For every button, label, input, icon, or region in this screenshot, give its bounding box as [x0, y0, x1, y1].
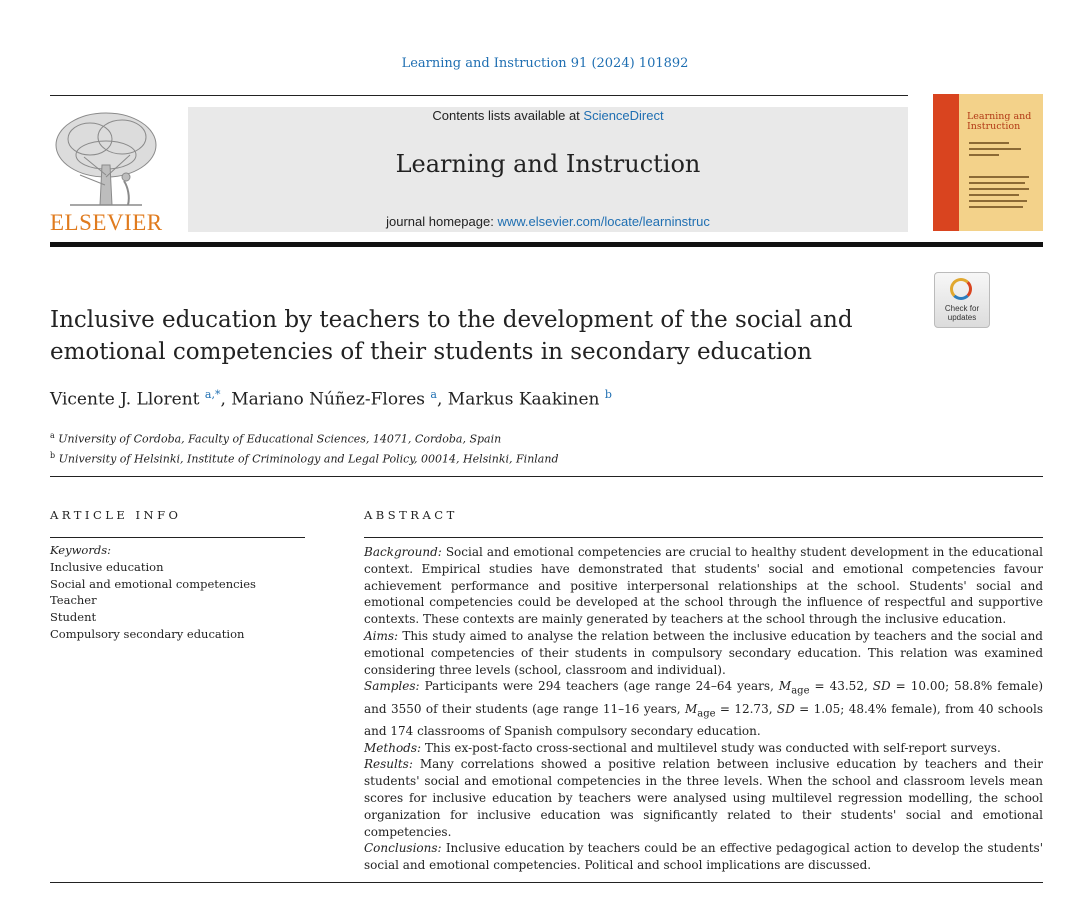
author-affiliation-marker[interactable]: a [430, 388, 437, 401]
elsevier-logo-text[interactable]: ELSEVIER [50, 210, 163, 235]
abstract-body [364, 544, 1043, 874]
homepage-prefix: journal homepage: [386, 214, 498, 229]
affiliation-item: $^b$ University of Helsinki, Institute of Criminology and Legal Policy, 00014, Helsinki, Finland [50, 450, 559, 466]
abstract-rule [364, 537, 1043, 538]
journal-cover[interactable] [933, 94, 1043, 231]
abstract-conclusions: Conclusions: Inclusive education by teachers could be an effective pedagogical action to develop the students' social and emotional competencies. Political and school implications are discussed. [364, 841, 1043, 873]
author-name[interactable]: Mariano Núñez-Flores [231, 389, 426, 410]
keywords-list [50, 542, 256, 643]
cover-strip [933, 94, 959, 231]
contents-line [188, 108, 908, 123]
author-affiliation-marker[interactable]: a,* [204, 388, 221, 401]
author-name[interactable]: Markus Kaakinen [447, 389, 600, 410]
author-list: Vicente J. Llorent $^{a,*}$, Mariano Núñez-Flores $^a$, Markus Kaakinen $^b$ [50, 388, 612, 410]
check-updates-label: Check for updates [944, 304, 980, 322]
homepage-link[interactable]: www.elsevier.com/locate/learninstruc [497, 214, 710, 229]
author-name[interactable]: Vicente J. Llorent [50, 389, 200, 410]
affiliation-item: $^a$ University of Cordoba, Faculty of Educational Sciences, 14071, Cordoba, Spain [50, 431, 502, 446]
journal-title: Learning and Instruction [395, 150, 701, 178]
header-rule [50, 95, 908, 96]
affiliations [50, 428, 559, 467]
cover-title: Learning and Instruction [967, 111, 1032, 132]
abstract-aims: Aims: This study aimed to analyse the relation between the inclusive education by teachers and the social and emotional competencies of their students in compulsory secondary education. This relation was examined considering three levels (school, classroom and individual). [364, 628, 1043, 677]
check-for-updates-button[interactable] [934, 272, 990, 328]
abstract-samples: Samples: Participants were 294 teachers (age range 24–64 years, $M_{age} = 43.52$, SD = 10.00; 58.8% female) and 3550 of their students (age range 11–16 years, $M_{age} = 12.73$, SD = 1.05; 48.4% female), from 40 schools and 174 classrooms of Spanish compulsory secondary education. [364, 679, 1043, 738]
section-rule [50, 476, 1043, 477]
author-affiliation-marker[interactable]: b [604, 388, 612, 401]
homepage-line [188, 214, 908, 229]
keyword-item: Compulsory secondary education [50, 626, 245, 641]
keyword-item: Social and emotional competencies [50, 576, 256, 591]
keyword-item: Inclusive education [50, 559, 164, 574]
abstract-results: Results: Many correlations showed a positive relation between inclusive education by teachers and their students' social and emotional competencies in the three levels. When the school and classroom levels mean scores for inclusive education by teachers were analysed using multilevel regression modelling, the school organization for inclusive education was significantly related to their students' social and emotional competencies. [364, 757, 1043, 839]
abstract-background: Background: Social and emotional competencies are crucial to healthy student development in the educational context. Empirical studies have demonstrated that students' social and emotional competencies favour achievement performance and positive interpersonal relationships at the school. Students' social and emotional competencies could be developed at the school through the influence of respectful and supportive contexts. These contexts are mainly generated by teachers at the school through the inclusive education. [364, 545, 1043, 627]
article-info-rule [50, 537, 305, 538]
cover-text-lines [969, 142, 1035, 212]
keyword-item: Teacher [50, 593, 97, 608]
article-title: Inclusive education by teachers to the development of the social and emotional competencies of their students in secondary education [50, 307, 853, 365]
check-updates-icon [950, 278, 972, 300]
journal-citation[interactable]: Learning and Instruction 91 (2024) 101892 [401, 56, 689, 71]
abstract-heading: ABSTRACT [364, 508, 458, 522]
keywords-label: Keywords: [50, 543, 111, 557]
keyword-item: Student [50, 610, 97, 625]
abstract-methods: Methods: This ex-post-facto cross-sectional and multilevel study was conducted with self-report surveys. [364, 740, 1001, 755]
bottom-rule [50, 882, 1043, 883]
header-thick-rule [50, 242, 1043, 247]
sciencedirect-link[interactable]: ScienceDirect [583, 108, 664, 123]
article-info-heading: ARTICLE INFO [50, 508, 182, 522]
contents-prefix: Contents lists available at [432, 108, 584, 123]
